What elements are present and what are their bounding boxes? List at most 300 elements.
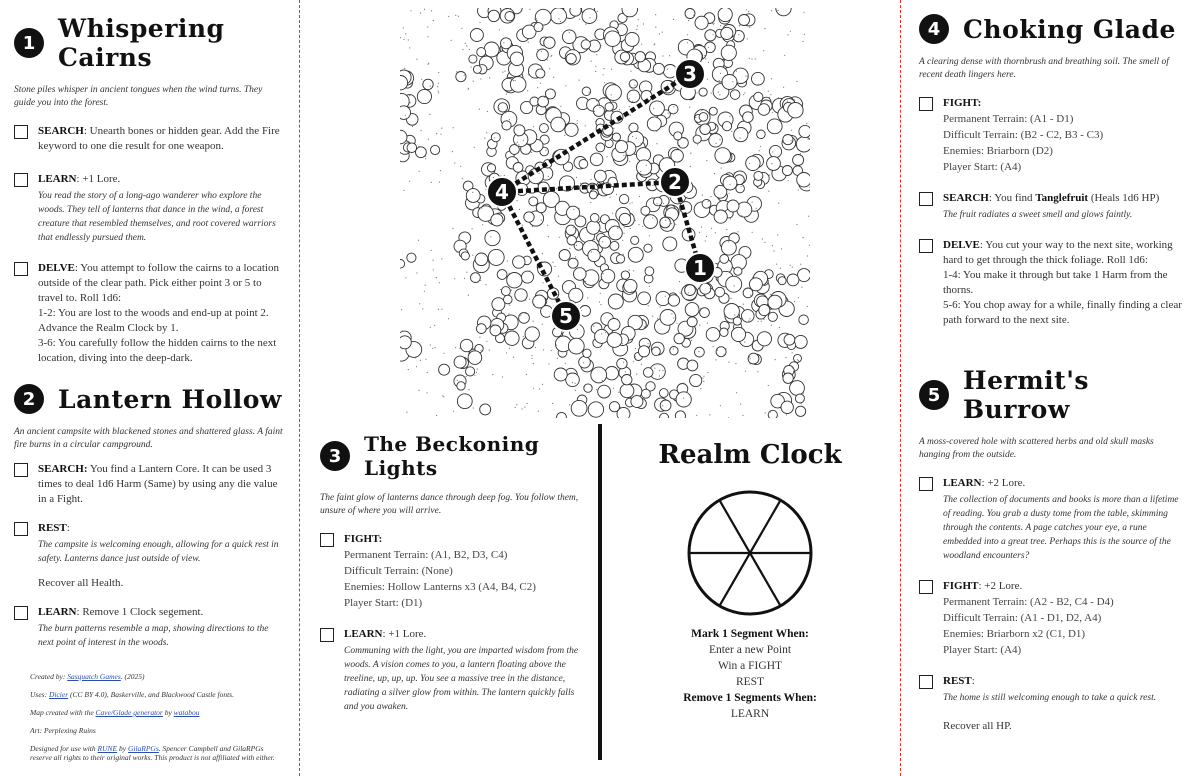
ground-stipple — [740, 138, 741, 139]
ground-stipple — [428, 63, 429, 64]
tree-mark — [715, 287, 725, 297]
ground-stipple — [623, 155, 624, 156]
ground-stipple — [603, 74, 604, 75]
map-point-label: 4 — [495, 180, 509, 204]
ground-stipple — [765, 412, 766, 413]
ground-stipple — [526, 374, 527, 375]
credit-link[interactable]: Sasquatch Games — [67, 672, 121, 681]
ground-stipple — [636, 138, 637, 139]
tree-mark — [466, 367, 475, 376]
tree-mark — [638, 346, 649, 357]
ground-stipple — [611, 69, 612, 70]
tree-mark — [551, 8, 567, 24]
checkbox[interactable] — [919, 675, 933, 689]
credit-uses: Uses: Dicier (CC BY 4.0), Baskerville, and Blackwood Castle fonts. — [30, 690, 234, 699]
tree-mark — [695, 16, 708, 29]
ground-stipple — [548, 236, 549, 237]
ground-stipple — [792, 267, 793, 268]
ground-stipple — [655, 14, 656, 15]
ground-stipple — [768, 317, 769, 318]
ground-stipple — [528, 42, 529, 43]
tree-mark — [473, 65, 481, 73]
fight-detail: Permanent Terrain: (A2 - B2, C4 - D4) — [943, 596, 1114, 608]
site-3-section — [320, 432, 590, 714]
ground-stipple — [726, 229, 727, 230]
ground-stipple — [638, 93, 639, 94]
tree-mark — [721, 45, 736, 60]
action-text: : +2 Lore. — [978, 580, 1023, 592]
ground-stipple — [533, 388, 534, 389]
tree-mark — [595, 170, 607, 182]
ground-stipple — [545, 204, 546, 205]
ground-stipple — [529, 299, 530, 300]
ground-stipple — [448, 318, 449, 319]
tree-mark — [621, 271, 629, 279]
tree-mark — [619, 194, 628, 203]
ground-stipple — [635, 348, 636, 349]
ground-stipple — [604, 82, 605, 83]
ground-stipple — [733, 214, 734, 215]
ground-stipple — [542, 253, 543, 254]
ground-stipple — [665, 220, 666, 221]
ground-stipple — [522, 408, 523, 409]
tree-mark — [501, 287, 510, 296]
map-point-label: 2 — [668, 170, 682, 194]
credit-link[interactable]: watabou — [173, 708, 200, 717]
ground-stipple — [523, 140, 524, 141]
ground-stipple — [656, 131, 657, 132]
ground-stipple — [581, 325, 582, 326]
ground-stipple — [764, 242, 765, 243]
ground-stipple — [752, 232, 753, 233]
ground-stipple — [673, 317, 674, 318]
ground-stipple — [635, 220, 636, 221]
ground-stipple — [538, 411, 539, 412]
site-number-badge: 4 — [919, 14, 949, 44]
ground-stipple — [602, 241, 603, 242]
site-flavor-text: An ancient campsite with blackened stones and shattered glass. A faint fire burns in a circular campground. — [14, 427, 283, 450]
credits — [14, 672, 283, 762]
ground-stipple — [730, 298, 731, 299]
ground-stipple — [409, 95, 410, 96]
tree-mark — [788, 103, 803, 118]
ground-stipple — [807, 139, 808, 140]
ground-stipple — [603, 68, 604, 69]
action-text: : Unearth bones or hidden gear. Add the Fire keyword to one die result for one weapon. — [38, 125, 280, 152]
ground-stipple — [491, 320, 492, 321]
ground-stipple — [659, 375, 660, 376]
ground-stipple — [587, 297, 588, 298]
ground-stipple — [656, 143, 657, 144]
tree-mark — [502, 121, 511, 130]
tree-mark — [631, 396, 643, 408]
tree-mark — [798, 269, 811, 282]
tree-mark — [514, 125, 525, 136]
roll-result: 5-6: You chop away for a while, finally finding a clear path forward to the next site. — [943, 299, 1182, 326]
ground-stipple — [743, 39, 744, 40]
fight-detail: Enemies: Hollow Lanterns x3 (A4, B4, C2) — [344, 581, 536, 593]
tree-mark — [497, 270, 507, 280]
action-flavor: The home is still welcoming enough to take a quick rest. — [943, 693, 1157, 703]
ground-stipple — [779, 327, 780, 328]
fight-action — [320, 532, 590, 611]
ground-stipple — [691, 317, 692, 318]
ground-stipple — [576, 245, 577, 246]
ground-stipple — [489, 77, 490, 78]
search-action — [14, 462, 283, 507]
rest-action — [14, 521, 283, 591]
ground-stipple — [420, 13, 421, 14]
ground-stipple — [589, 92, 590, 93]
tree-mark — [466, 189, 480, 203]
ground-stipple — [688, 292, 689, 293]
tree-mark — [617, 358, 627, 368]
clock-wheel — [685, 488, 815, 618]
tree-mark — [525, 327, 539, 341]
ground-stipple — [624, 227, 625, 228]
map-point — [685, 253, 715, 283]
checkbox[interactable] — [14, 463, 28, 477]
ground-stipple — [801, 403, 802, 404]
action-label: REST — [38, 522, 67, 534]
ground-stipple — [509, 305, 510, 306]
ground-stipple — [430, 344, 431, 345]
site-title: Choking Glade — [963, 14, 1176, 44]
ground-stipple — [611, 94, 612, 95]
ground-stipple — [539, 127, 540, 128]
tree-mark — [615, 141, 627, 153]
checkbox[interactable] — [320, 628, 334, 642]
ground-stipple — [406, 412, 407, 413]
ground-stipple — [629, 106, 630, 107]
ground-stipple — [596, 389, 597, 390]
ground-stipple — [806, 123, 807, 124]
tree-mark — [568, 338, 584, 354]
ground-stipple — [706, 160, 707, 161]
ground-stipple — [420, 360, 421, 361]
ground-stipple — [479, 337, 480, 338]
tree-mark — [557, 412, 567, 418]
tree-mark — [670, 347, 678, 355]
ground-stipple — [424, 9, 425, 10]
ground-stipple — [560, 106, 561, 107]
learn-action — [919, 476, 1186, 563]
ground-stipple — [433, 269, 434, 270]
ground-stipple — [794, 301, 795, 302]
ground-stipple — [484, 138, 485, 139]
checkbox[interactable] — [919, 477, 933, 491]
tree-mark — [400, 106, 411, 120]
ground-stipple — [509, 119, 510, 120]
ground-stipple — [745, 371, 746, 372]
ground-stipple — [777, 10, 778, 11]
ground-stipple — [796, 81, 797, 82]
ground-stipple — [659, 33, 660, 34]
ground-stipple — [469, 49, 470, 50]
checkbox[interactable] — [919, 192, 933, 206]
ground-stipple — [472, 228, 473, 229]
learn-action — [320, 627, 590, 714]
tree-mark — [504, 295, 513, 304]
tree-mark — [706, 328, 720, 342]
tree-mark — [685, 9, 695, 19]
ground-stipple — [687, 42, 688, 43]
action-label: DELVE — [38, 262, 75, 274]
fight-detail: Player Start: (A4) — [943, 161, 1022, 173]
ground-stipple — [538, 98, 539, 99]
tree-mark — [487, 164, 495, 172]
ground-stipple — [602, 133, 603, 134]
ground-stipple — [441, 128, 442, 129]
ground-stipple — [642, 258, 643, 259]
tree-mark — [610, 241, 619, 250]
fight-detail: Enemies: Briarborn (D2) — [943, 145, 1053, 157]
action-flavor: The collection of documents and books is more than a lifetime of reading. You grab a dusty tome from the table, skimming through the contents. A page catches your eye, a rune embedded into a great tree. Perhaps this is the source of the woodland encounters? — [943, 495, 1179, 561]
ground-stipple — [750, 358, 751, 359]
ground-stipple — [782, 139, 783, 140]
ground-stipple — [612, 213, 613, 214]
tree-mark — [423, 79, 433, 89]
mark-item: Win a FIGHT — [717, 660, 783, 672]
rest-action — [919, 674, 1186, 734]
tree-mark — [776, 8, 791, 16]
ground-stipple — [801, 287, 802, 288]
ground-stipple — [652, 185, 653, 186]
ground-stipple — [473, 81, 474, 82]
ground-stipple — [555, 266, 556, 267]
ground-stipple — [472, 192, 473, 193]
ground-stipple — [738, 34, 739, 35]
ground-stipple — [629, 203, 630, 204]
checkbox[interactable] — [14, 125, 28, 139]
ground-stipple — [529, 9, 530, 10]
ground-stipple — [787, 101, 788, 102]
ground-stipple — [702, 377, 703, 378]
ground-stipple — [429, 114, 430, 115]
tree-mark — [533, 295, 546, 308]
ground-stipple — [558, 18, 559, 19]
tree-mark — [794, 354, 802, 362]
remove-item: LEARN — [730, 708, 770, 720]
site-2-header — [14, 384, 283, 414]
ground-stipple — [564, 135, 565, 136]
ground-stipple — [452, 151, 453, 152]
ground-stipple — [803, 237, 804, 238]
tree-mark — [622, 375, 632, 385]
ground-stipple — [430, 327, 431, 328]
tree-mark — [687, 317, 697, 327]
ground-stipple — [505, 112, 506, 113]
ground-stipple — [432, 348, 433, 349]
site-title: The Beckoning Lights — [364, 432, 540, 480]
ground-stipple — [803, 393, 804, 394]
tree-mark — [589, 191, 597, 199]
ground-stipple — [632, 136, 633, 137]
site-number-badge: 5 — [919, 380, 949, 410]
ground-stipple — [451, 40, 452, 41]
ground-stipple — [809, 245, 810, 246]
ground-stipple — [616, 194, 617, 195]
tree-mark — [480, 404, 491, 415]
ground-stipple — [748, 11, 749, 12]
ground-stipple — [771, 325, 772, 326]
ground-stipple — [667, 332, 668, 333]
ground-stipple — [635, 358, 636, 359]
tree-mark — [588, 402, 603, 417]
checkbox[interactable] — [14, 522, 28, 536]
ground-stipple — [438, 92, 439, 93]
checkbox[interactable] — [14, 606, 28, 620]
ground-stipple — [604, 98, 605, 99]
ground-stipple — [552, 403, 553, 404]
ground-stipple — [710, 288, 711, 289]
checkbox[interactable] — [14, 173, 28, 187]
tree-mark — [596, 143, 605, 152]
ground-stipple — [695, 117, 696, 118]
ground-stipple — [541, 220, 542, 221]
ground-stipple — [575, 390, 576, 391]
credit-link[interactable]: Dicier — [48, 690, 69, 699]
ground-stipple — [487, 243, 488, 244]
ground-stipple — [620, 407, 621, 408]
ground-stipple — [729, 184, 730, 185]
ground-stipple — [741, 215, 742, 216]
tree-mark — [417, 89, 431, 103]
ground-stipple — [807, 306, 808, 307]
tree-mark — [653, 63, 664, 74]
ground-stipple — [595, 66, 596, 67]
tree-mark — [544, 37, 555, 48]
ground-stipple — [745, 76, 746, 77]
ground-stipple — [457, 380, 458, 381]
ground-stipple — [709, 414, 710, 415]
fight-detail: Difficult Terrain: (A1 - D1, D2, A4) — [943, 612, 1102, 624]
ground-stipple — [600, 293, 601, 294]
ground-stipple — [749, 27, 750, 28]
ground-stipple — [746, 9, 747, 10]
checkbox[interactable] — [320, 533, 334, 547]
ground-stipple — [637, 395, 638, 396]
action-text: : +1 Lore. — [76, 173, 121, 185]
ground-stipple — [510, 57, 511, 58]
tree-mark — [601, 269, 615, 283]
tree-mark — [608, 319, 620, 331]
ground-stipple — [523, 336, 524, 337]
ground-stipple — [579, 80, 580, 81]
tree-mark — [498, 103, 507, 112]
ground-stipple — [683, 383, 684, 384]
ground-stipple — [740, 24, 741, 25]
ground-stipple — [794, 99, 795, 100]
checkbox[interactable] — [919, 97, 933, 111]
tree-mark — [674, 333, 684, 343]
action-text: : You cut your way to the next site, working hard to get through the thick foliage. Roll 1d6: — [943, 239, 1173, 266]
ground-stipple — [769, 333, 770, 334]
checkbox[interactable] — [919, 239, 933, 253]
ground-stipple — [777, 234, 778, 235]
ground-stipple — [707, 79, 708, 80]
tree-mark — [476, 324, 486, 334]
ground-stipple — [720, 73, 721, 74]
tree-mark — [492, 298, 505, 311]
credit-link[interactable]: GilaRPGs — [127, 744, 159, 753]
checkbox[interactable] — [14, 262, 28, 276]
tree-mark — [638, 292, 651, 305]
realm-clock — [630, 440, 870, 722]
ground-stipple — [466, 272, 467, 273]
ground-stipple — [630, 115, 631, 116]
tree-mark — [685, 303, 699, 317]
site-flavor-text: Stone piles whisper in ancient tongues when the wind turns. They guide you into the forest. — [14, 85, 263, 108]
tree-mark — [700, 124, 711, 135]
tree-mark — [460, 339, 472, 351]
ground-stipple — [742, 415, 743, 416]
ground-stipple — [559, 237, 560, 238]
tree-mark — [723, 176, 737, 190]
ground-stipple — [783, 87, 784, 88]
fight-detail: Difficult Terrain: (B2 - C2, B3 - C3) — [943, 129, 1104, 141]
ground-stipple — [529, 270, 530, 271]
fight-detail: Permanent Terrain: (A1, B2, D3, C4) — [344, 549, 508, 561]
ground-stipple — [734, 285, 735, 286]
ground-stipple — [657, 318, 658, 319]
ground-stipple — [435, 347, 436, 348]
tree-mark — [571, 400, 587, 416]
tree-mark — [616, 255, 624, 263]
ground-stipple — [640, 171, 641, 172]
tree-mark — [758, 104, 770, 116]
ground-stipple — [762, 238, 763, 239]
ground-stipple — [522, 225, 523, 226]
ground-stipple — [731, 159, 732, 160]
ground-stipple — [768, 191, 769, 192]
ground-stipple — [403, 27, 404, 28]
ground-stipple — [751, 59, 752, 60]
ground-stipple — [712, 23, 713, 24]
credit-link[interactable]: Cave/Glade generator — [95, 708, 163, 717]
tree-mark — [767, 119, 782, 134]
tree-mark — [539, 124, 548, 133]
ground-stipple — [768, 385, 769, 386]
ground-stipple — [533, 275, 534, 276]
ground-stipple — [500, 289, 501, 290]
tree-mark — [752, 72, 765, 85]
ground-stipple — [634, 85, 635, 86]
checkbox[interactable] — [919, 580, 933, 594]
tree-mark — [551, 117, 566, 132]
ground-stipple — [740, 404, 741, 405]
ground-stipple — [520, 315, 521, 316]
ground-stipple — [497, 143, 498, 144]
tree-mark — [605, 31, 621, 47]
ground-stipple — [665, 296, 666, 297]
ground-stipple — [408, 369, 409, 370]
ground-stipple — [461, 28, 462, 29]
ground-stipple — [639, 196, 640, 197]
tree-mark — [619, 213, 630, 224]
ground-stipple — [552, 262, 553, 263]
tree-mark — [471, 273, 481, 283]
credit-link[interactable]: RUNE — [97, 744, 118, 753]
tree-mark — [754, 171, 763, 180]
ground-stipple — [711, 93, 712, 94]
fight-detail: Difficult Terrain: (None) — [344, 565, 453, 577]
ground-stipple — [714, 173, 715, 174]
tree-mark — [709, 134, 723, 148]
tree-mark — [722, 240, 737, 255]
roll-result: 3-6: You carefully follow the hidden cairns to the next location, diving into the deep-dark. — [38, 337, 277, 364]
ground-stipple — [416, 366, 417, 367]
